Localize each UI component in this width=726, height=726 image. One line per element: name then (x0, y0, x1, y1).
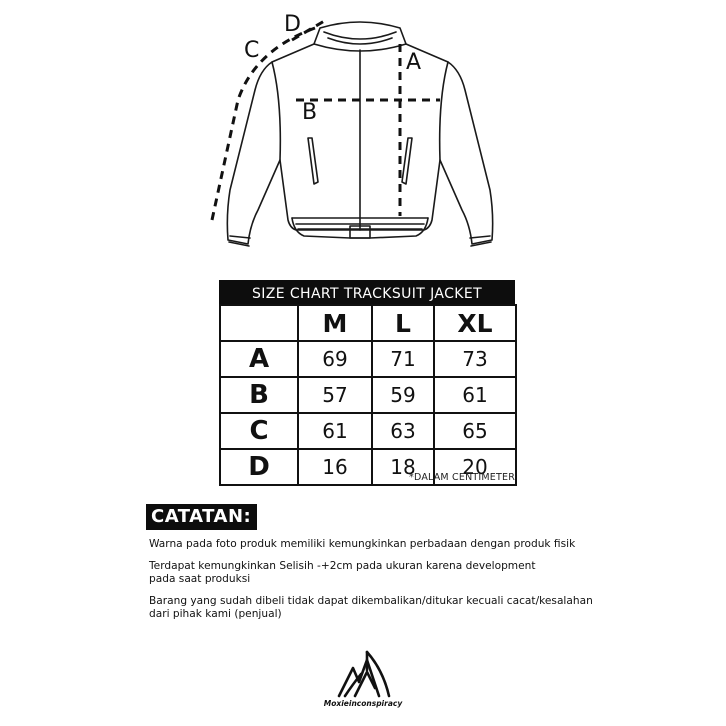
brand-name: Moxieinconspiracy (323, 699, 403, 708)
note-line: pada saat produksi (149, 573, 251, 585)
table-cell: 61 (434, 377, 516, 413)
table-cell: 18 (372, 449, 434, 485)
note-line: Barang yang sudah dibeli tidak dapat dikembalikan/ditukar kecuali cacat/kesalahan (149, 595, 593, 607)
table-row (220, 341, 516, 377)
row-label-c: C (220, 413, 298, 449)
note-item (149, 560, 609, 586)
unit-note: *DALAM CENTIMETER (409, 472, 515, 483)
note-item (149, 595, 609, 621)
table-header-row (220, 305, 516, 341)
note-line: dari pihak kami (penjual) (149, 608, 282, 620)
size-col-xl: XL (434, 305, 516, 341)
size-table (219, 304, 517, 486)
size-col-l: L (372, 305, 434, 341)
table-corner-cell (220, 305, 298, 341)
table-cell: 16 (298, 449, 372, 485)
table-cell: 20 (434, 449, 516, 485)
table-cell: 73 (434, 341, 516, 377)
table-cell: 63 (372, 413, 434, 449)
note-line: Warna pada foto produk memiliki kemungkinkan perbadaan dengan produk fisik (149, 538, 576, 550)
table-cell: 57 (298, 377, 372, 413)
table-cell: 59 (372, 377, 434, 413)
table-cell: 71 (372, 341, 434, 377)
row-label-a: A (220, 341, 298, 377)
row-label-b: B (220, 377, 298, 413)
table-cell: 61 (298, 413, 372, 449)
size-chart-title: SIZE CHART TRACKSUIT JACKET (219, 280, 515, 304)
size-chart (219, 280, 515, 486)
size-col-m: M (298, 305, 372, 341)
measure-label-d: D (284, 12, 301, 37)
mountain-logo-icon (335, 648, 393, 700)
note-line: Terdapat kemungkinkan Selisih -+2cm pada ukuran karena development (149, 560, 536, 572)
table-cell: 69 (298, 341, 372, 377)
row-label-d: D (220, 449, 298, 485)
measure-label-a: A (406, 50, 422, 75)
table-row (220, 377, 516, 413)
measure-label-b: B (302, 100, 318, 125)
note-item (149, 538, 609, 551)
table-row (220, 413, 516, 449)
table-cell: 65 (434, 413, 516, 449)
measure-label-c: C (244, 38, 260, 63)
notes-list (149, 538, 609, 630)
notes-heading: CATATAN: (146, 504, 257, 530)
